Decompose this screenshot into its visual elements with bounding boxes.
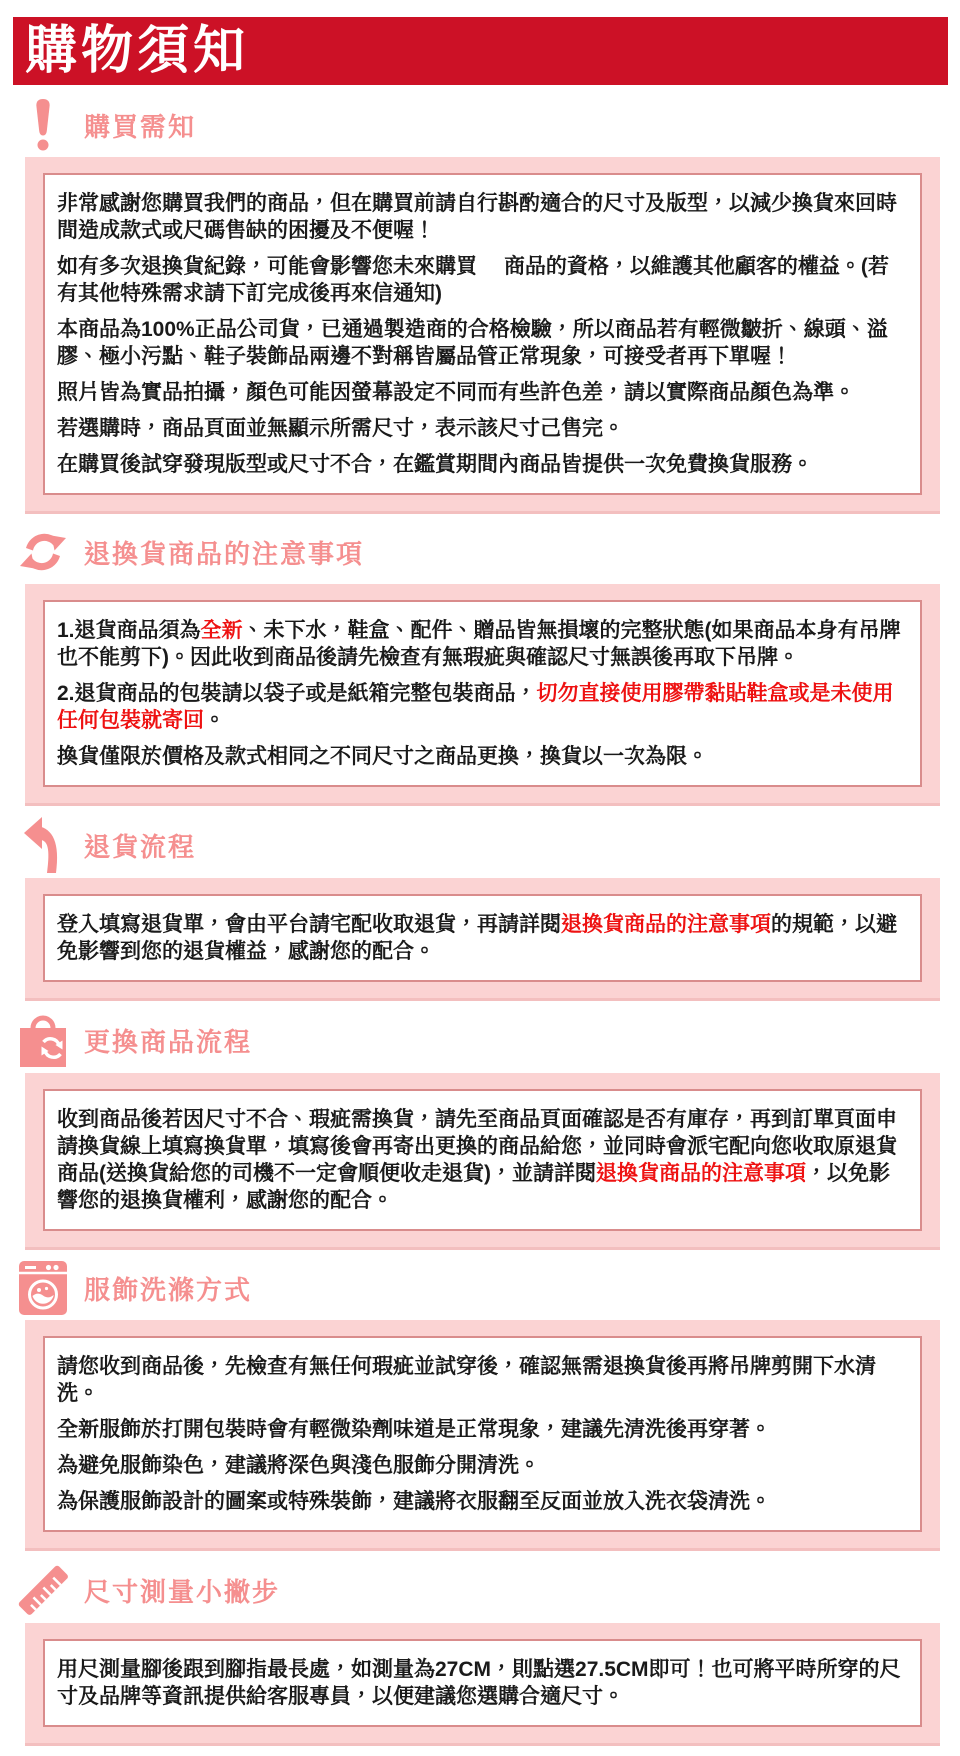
section-title: 更換商品流程 — [84, 1026, 253, 1057]
notice-box — [25, 1073, 940, 1250]
page-header — [13, 17, 948, 85]
body-text: 2.退貨商品的包裝請以袋子或是紙箱完整包裝商品， — [57, 682, 537, 705]
alert-text: 全新 — [200, 619, 243, 642]
washing-machine-icon — [14, 1261, 72, 1315]
body-text: 1.退貨商品須為 — [57, 619, 201, 642]
paragraph — [57, 1106, 908, 1214]
body-text: 登入填寫退貨單，會由平台請宅配收取退貨，再請詳閱 — [57, 913, 561, 936]
body-text: 照片皆為實品拍攝，顏色可能因螢幕設定不同而有些許色差，請以實際商品顏色為準。 — [57, 381, 855, 404]
section-header — [0, 1561, 960, 1619]
body-text: 本商品為100%正品公司貨，已通過製造商的合格檢驗，所以商品若有輕微皺折、線頭、溢膠、極小污點、鞋子裝飾品兩邊不對稱皆屬品管正常現象，可接受者再下單喔！ — [57, 318, 888, 368]
notice-box — [25, 878, 940, 1001]
body-text: 為避免服飾染色，建議將深色與淺色服飾分開清洗。 — [57, 1454, 540, 1477]
body-text: 若選購時，商品頁面並無顯示所需尺寸，表示該尺寸己售完。 — [57, 417, 624, 440]
paragraph — [57, 316, 908, 370]
section-title: 退換貨商品的注意事項 — [84, 538, 365, 569]
section-washing-instructions — [0, 1260, 960, 1551]
notice-box-inner — [43, 894, 922, 982]
refresh-icon — [14, 528, 72, 576]
body-text: 請您收到商品後，先檢查有無任何瑕疵並試穿後，確認無需退換貨後再將吊牌剪開下水清洗。 — [57, 1355, 876, 1405]
body-text: 全新服飾於打開包裝時會有輕微染劑味道是正常現象，建議先清洗後再穿著。 — [57, 1418, 771, 1441]
section-purchase-notice — [0, 97, 960, 514]
alert-text: 切勿直接使用膠帶黏貼鞋盒或是未使用任何包裝就寄回 — [57, 682, 894, 732]
alert-text: 退換貨商品的注意事項 — [595, 1162, 806, 1185]
notice-box — [25, 157, 940, 514]
ruler-icon — [14, 1561, 72, 1619]
exclamation-icon — [14, 99, 72, 151]
notice-box — [25, 584, 940, 806]
paragraph — [57, 743, 908, 770]
paragraph — [57, 617, 908, 671]
section-header — [0, 1011, 960, 1069]
section-header — [0, 816, 960, 874]
return-arrow-icon — [14, 816, 72, 874]
body-text: 換貨僅限於價格及款式相同之不同尺寸之商品更換，換貨以一次為限。 — [57, 745, 708, 768]
section-title: 尺寸測量小撇步 — [84, 1576, 281, 1607]
notice-box — [25, 1320, 940, 1551]
body-text: 的規範，以避免影響到您的退貨權益，感謝您的配合。 — [57, 913, 897, 963]
page-title: 購物須知 — [25, 22, 250, 80]
notice-box — [25, 1623, 940, 1746]
notice-box-inner — [43, 600, 922, 787]
paragraph — [57, 911, 908, 965]
paragraph — [57, 253, 908, 307]
notice-box-inner — [43, 1336, 922, 1532]
section-exchange-process — [0, 1011, 960, 1250]
section-title: 購買需知 — [84, 111, 197, 142]
paragraph — [57, 415, 908, 442]
body-text: 非常感謝您購買我們的商品，但在購買前請自行斟酌適合的尺寸及版型，以減少換貨來回時間造成款式或尺碼售缺的困擾及不便喔！ — [57, 192, 897, 242]
body-text: 為保護服飾設計的圖案或特殊裝飾，建議將衣服翻至反面並放入洗衣袋清洗。 — [57, 1490, 771, 1513]
section-header — [0, 97, 960, 153]
section-return-process — [0, 816, 960, 1001]
body-text: 在購買後試穿發現版型或尺寸不合，在鑑賞期間內商品皆提供一次免費換貨服務。 — [57, 453, 813, 476]
section-return-exchange-notes — [0, 524, 960, 806]
section-title: 退貨流程 — [84, 831, 197, 862]
body-text: 、未下水，鞋盒、配件、贈品皆無損壞的完整狀態(如果商品本身有吊牌也不能剪下)。因此收到商品後請先檢查有無瑕疵與確認尺寸無誤後再取下吊牌。 — [57, 619, 901, 669]
paragraph — [57, 680, 908, 734]
alert-text: 退換貨商品的注意事項 — [561, 913, 771, 936]
paragraph — [57, 1353, 908, 1407]
paragraph — [57, 1452, 908, 1479]
notice-box-inner — [43, 1089, 922, 1231]
section-title: 服飾洗滌方式 — [84, 1274, 253, 1305]
paragraph — [57, 379, 908, 406]
notice-box-inner — [43, 1639, 922, 1727]
section-size-measuring-tips — [0, 1561, 960, 1746]
paragraph — [57, 1488, 908, 1515]
paragraph — [57, 1656, 908, 1710]
exchange-bag-icon — [14, 1011, 72, 1069]
body-text: 。 — [204, 709, 225, 732]
body-text: 收到商品後若因尺寸不合、瑕疵需換貨，請先至商品頁面確認是否有庫存，再到訂單頁面申請換貨線上填寫換貨單，填寫後會再寄出更換的商品給您，並同時會派宅配向您收取原退貨商品(送換貨給您的司機不一定會順便收走退貨)，並請詳閱 — [57, 1108, 897, 1185]
section-header — [0, 1260, 960, 1316]
notice-box-inner — [43, 173, 922, 495]
paragraph — [57, 190, 908, 244]
paragraph — [57, 1416, 908, 1443]
body-text: ，以免影響您的退換貨權利，感謝您的配合。 — [57, 1162, 890, 1212]
body-text: 如有多次退換貨紀錄，可能會影響您未來購買 商品的資格，以維護其他顧客的權益。(若有其他特殊需求請下訂完成後再來信通知) — [57, 255, 889, 305]
section-header — [0, 524, 960, 580]
paragraph — [57, 451, 908, 478]
body-text: 用尺測量腳後跟到腳指最長處，如測量為27CM，則點選27.5CM即可！也可將平時所穿的尺寸及品牌等資訊提供給客服專員，以便建議您選購合適尺寸。 — [57, 1658, 901, 1708]
